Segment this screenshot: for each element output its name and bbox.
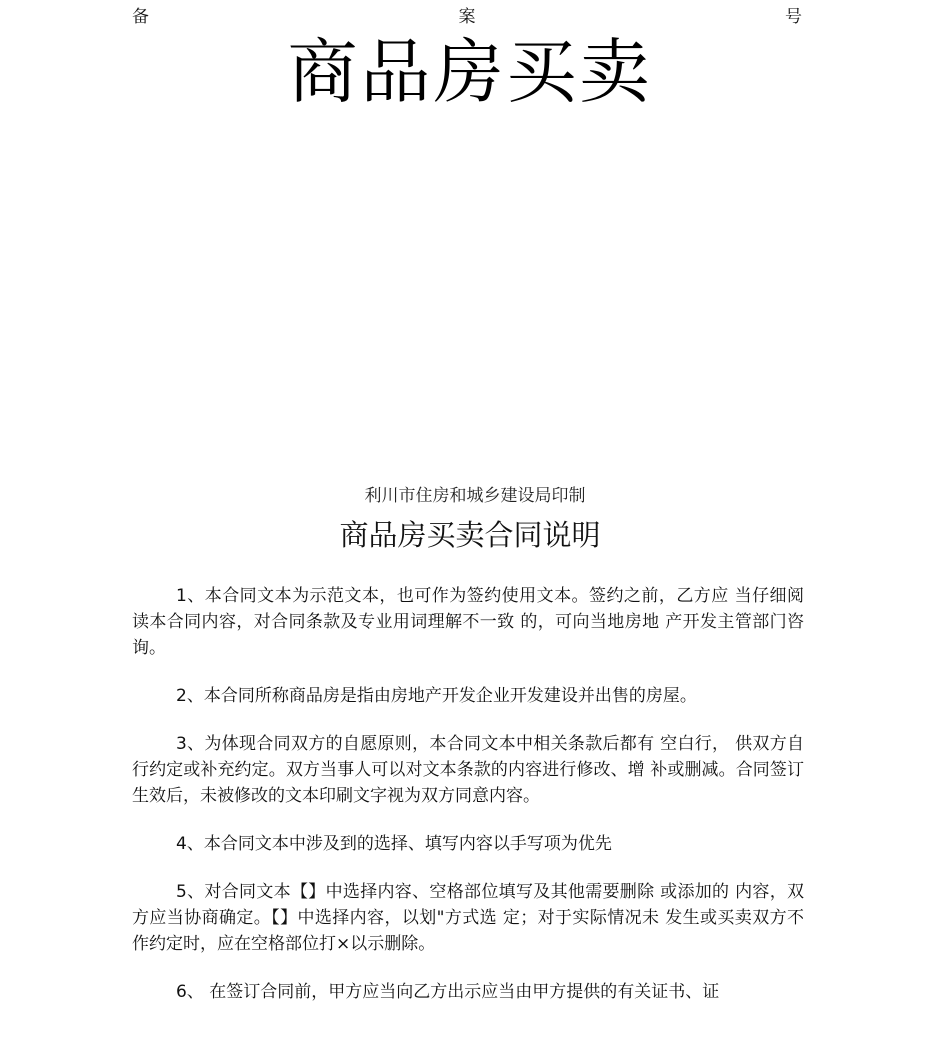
- paragraph-2: 2、本合同所称商品房是指由房地产开发企业开发建设并出售的房屋。: [176, 686, 697, 706]
- filing-char-2: 案: [458, 7, 476, 27]
- instructions-body: [132, 583, 804, 1027]
- issuer-line: 利川市住房和城乡建设局印制: [364, 486, 586, 506]
- paragraph-6: 6、 在签订合同前，甲方应当向乙方出示应当由甲方提供的有关证书、证: [176, 982, 720, 1002]
- filing-char-1: 备: [132, 7, 149, 27]
- paragraph-4: 4、本合同文本中涉及到的选择、填写内容以手写项为优先: [176, 834, 612, 854]
- section-title: 商品房买卖合同说明: [339, 518, 601, 552]
- paragraph-3: 3、为体现合同双方的自愿原则，本合同文本中相关条款后都有 空白行， 供双方自行约定或补充约定。双方当事人可以对文本条款的内容进行修改、增 补或删减。合同签订生效后，未被修改的文本印刷文字视为双方同意内容。: [132, 734, 804, 806]
- filing-char-3: 号: [785, 7, 802, 27]
- document-title: 商品房买卖: [287, 31, 653, 113]
- filing-number-label: [132, 2, 802, 27]
- paragraph-1: 1、本合同文本为示范文本，也可作为签约使用文本。签约之前，乙方应 当仔细阅读本合同内容，对合同条款及专业用词理解不一致 的，可向当地房地 产开发主管部门咨询。: [132, 586, 804, 658]
- paragraph-5: 5、对合同文本【】中选择内容、空格部位填写及其他需要删除 或添加的 内容，双方应当协商确定。【】中选择内容，以划"方式选 定；对于实际情况未 发生或买卖双方不作约定时，应在空格部位打×以示删除。: [132, 882, 804, 954]
